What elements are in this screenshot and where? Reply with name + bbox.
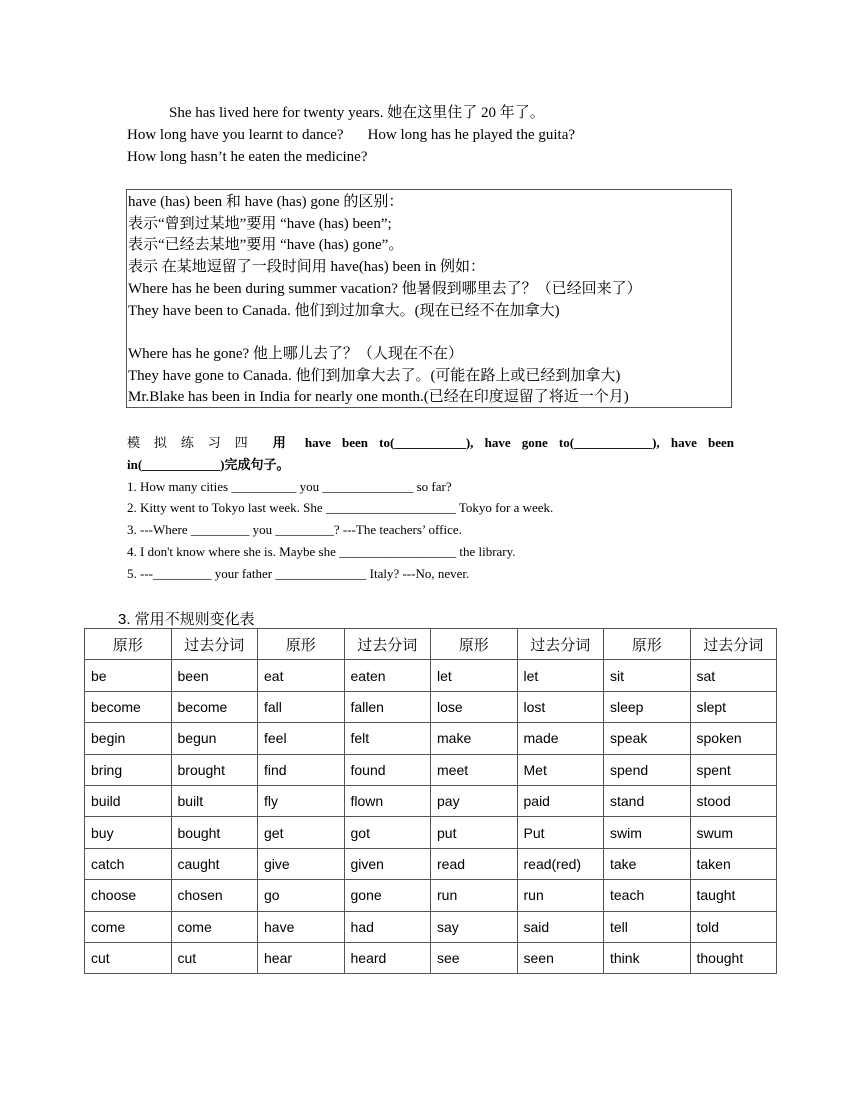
table-row	[85, 691, 777, 722]
example-question-a: How long have you learnt to dance?	[127, 127, 344, 143]
note-line-9: They have gone to Canada. 他们到加拿大去了。(可能在路上或已经到加拿大)	[128, 367, 621, 384]
past-participle-cell: swum	[690, 817, 777, 848]
exercise-item-4: 4. I don't know where she is. Maybe she __________________ the library.	[127, 543, 516, 559]
table-row	[85, 942, 777, 973]
table-row	[85, 911, 777, 942]
past-participle-cell: come	[171, 911, 258, 942]
header-past-participle: 过去分词	[344, 629, 431, 660]
past-participle-cell: taught	[690, 880, 777, 911]
exercise-section	[127, 432, 734, 585]
header-past-participle: 过去分词	[171, 629, 258, 660]
table-row	[85, 785, 777, 816]
base-form-cell: stand	[604, 785, 691, 816]
past-participle-cell: become	[171, 691, 258, 722]
exercise-heading-use: 用	[272, 435, 294, 450]
base-form-cell: think	[604, 942, 691, 973]
note-line-4: 表示 在某地逗留了一段时间用 have(has) been in 例如：	[128, 259, 486, 276]
past-participle-cell: taken	[690, 848, 777, 879]
exercise-option-3: have been	[670, 435, 735, 450]
base-form-cell: hear	[258, 942, 345, 973]
past-participle-cell: brought	[171, 754, 258, 785]
header-past-participle: 过去分词	[517, 629, 604, 660]
base-form-cell: have	[258, 911, 345, 942]
base-form-cell: cut	[85, 942, 172, 973]
table-row	[85, 723, 777, 754]
base-form-cell: go	[258, 880, 345, 911]
past-participle-cell: found	[344, 754, 431, 785]
note-line-8: Where has he gone? 他上哪儿去了？（人现在不在）	[128, 345, 463, 362]
header-past-participle: 过去分词	[690, 629, 777, 660]
intro-examples	[127, 102, 767, 168]
base-form-cell: let	[431, 660, 518, 691]
past-participle-cell: given	[344, 848, 431, 879]
base-form-cell: see	[431, 942, 518, 973]
base-form-cell: become	[85, 691, 172, 722]
past-participle-cell: begun	[171, 723, 258, 754]
base-form-cell: lose	[431, 691, 518, 722]
note-line-3: 表示“已经去某地”要用 “have (has) gone”。	[128, 237, 404, 254]
base-form-cell: eat	[258, 660, 345, 691]
base-form-cell: spend	[604, 754, 691, 785]
base-form-cell: catch	[85, 848, 172, 879]
past-participle-cell: spent	[690, 754, 777, 785]
past-participle-cell: got	[344, 817, 431, 848]
past-participle-cell: Met	[517, 754, 604, 785]
past-participle-cell: built	[171, 785, 258, 816]
past-participle-cell: been	[171, 660, 258, 691]
past-participle-cell: run	[517, 880, 604, 911]
base-form-cell: tell	[604, 911, 691, 942]
table-header-row	[85, 629, 777, 660]
example-sentence-3: How long hasn’t he eaten the medicine?	[127, 149, 368, 165]
past-participle-cell: seen	[517, 942, 604, 973]
example-sentence-2	[127, 124, 767, 146]
base-form-cell: read	[431, 848, 518, 879]
table-row	[85, 880, 777, 911]
base-form-cell: run	[431, 880, 518, 911]
table-row	[85, 660, 777, 691]
past-participle-cell: said	[517, 911, 604, 942]
past-participle-cell: felt	[344, 723, 431, 754]
past-participle-cell: let	[517, 660, 604, 691]
base-form-cell: find	[258, 754, 345, 785]
note-line-10: Mr.Blake has been in India for nearly one month.(已经在印度逗留了将近一个月)	[128, 389, 629, 406]
past-participle-cell: told	[690, 911, 777, 942]
base-form-cell: fall	[258, 691, 345, 722]
base-form-cell: give	[258, 848, 345, 879]
base-form-cell: bring	[85, 754, 172, 785]
base-form-cell: say	[431, 911, 518, 942]
header-base-form: 原形	[258, 629, 345, 660]
past-participle-cell: stood	[690, 785, 777, 816]
past-participle-cell: made	[517, 723, 604, 754]
past-participle-cell: read(red)	[517, 848, 604, 879]
base-form-cell: speak	[604, 723, 691, 754]
base-form-cell: get	[258, 817, 345, 848]
past-participle-cell: fallen	[344, 691, 431, 722]
base-form-cell: teach	[604, 880, 691, 911]
exercise-option-2: have gone to(____________),	[484, 435, 660, 450]
past-participle-cell: caught	[171, 848, 258, 879]
past-participle-cell: gone	[344, 880, 431, 911]
past-participle-cell: slept	[690, 691, 777, 722]
base-form-cell: sleep	[604, 691, 691, 722]
base-form-cell: fly	[258, 785, 345, 816]
past-participle-cell: paid	[517, 785, 604, 816]
base-form-cell: meet	[431, 754, 518, 785]
table-row	[85, 754, 777, 785]
note-line-6: They have been to Canada. 他们到过加拿大。(现在已经不在加拿大)	[128, 302, 560, 319]
example-sentence-1: She has lived here for twenty years. 她在这里住了 20 年了。	[169, 105, 545, 121]
exercise-option-1: have been to(___________),	[304, 435, 474, 450]
base-form-cell: sit	[604, 660, 691, 691]
header-base-form: 原形	[431, 629, 518, 660]
header-base-form: 原形	[604, 629, 691, 660]
base-form-cell: take	[604, 848, 691, 879]
exercise-item-1: 1. How many cities __________ you ______________ so far?	[127, 478, 452, 494]
past-participle-cell: eaten	[344, 660, 431, 691]
past-participle-cell: lost	[517, 691, 604, 722]
table-title: 3. 常用不规则变化表	[118, 611, 255, 628]
note-line-2: 表示“曾到过某地”要用 “have (has) been”;	[128, 215, 392, 232]
note-line-1: have (has) been 和 have (has) gone 的区别：	[128, 194, 404, 210]
base-form-cell: begin	[85, 723, 172, 754]
base-form-cell: build	[85, 785, 172, 816]
past-participle-cell: sat	[690, 660, 777, 691]
exercise-item-5: 5. ---_________ your father ______________ Italy? ---No, never.	[127, 565, 470, 581]
table-body	[85, 660, 777, 974]
exercise-heading	[127, 432, 734, 454]
past-participle-cell: flown	[344, 785, 431, 816]
table-row	[85, 817, 777, 848]
base-form-cell: pay	[431, 785, 518, 816]
example-question-b: How long has he played the guita?	[367, 127, 576, 143]
base-form-cell: choose	[85, 880, 172, 911]
base-form-cell: feel	[258, 723, 345, 754]
base-form-cell: make	[431, 723, 518, 754]
irregular-verbs-table	[84, 628, 777, 974]
past-participle-cell: cut	[171, 942, 258, 973]
base-form-cell: come	[85, 911, 172, 942]
base-form-cell: be	[85, 660, 172, 691]
base-form-cell: put	[431, 817, 518, 848]
past-participle-cell: Put	[517, 817, 604, 848]
past-participle-cell: thought	[690, 942, 777, 973]
past-participle-cell: had	[344, 911, 431, 942]
note-blank-line	[128, 322, 730, 344]
past-participle-cell: bought	[171, 817, 258, 848]
note-line-5: Where has he been during summer vacation? 他暑假到哪里去了？（已经回来了）	[128, 280, 642, 297]
past-participle-cell: spoken	[690, 723, 777, 754]
past-participle-cell: chosen	[171, 880, 258, 911]
exercise-item-3: 3. ---Where _________ you _________? ---The teachers’ office.	[127, 522, 462, 538]
grammar-note-box	[126, 189, 732, 408]
table-row	[85, 848, 777, 879]
base-form-cell: swim	[604, 817, 691, 848]
base-form-cell: buy	[85, 817, 172, 848]
exercise-heading-line2: in(____________)完成句子。	[127, 456, 290, 472]
exercise-heading-label: 模拟练习四	[127, 435, 262, 450]
header-base-form: 原形	[85, 629, 172, 660]
past-participle-cell: heard	[344, 942, 431, 973]
exercise-item-2: 2. Kitty went to Tokyo last week. She ____________________ Tokyo for a week.	[127, 500, 554, 516]
